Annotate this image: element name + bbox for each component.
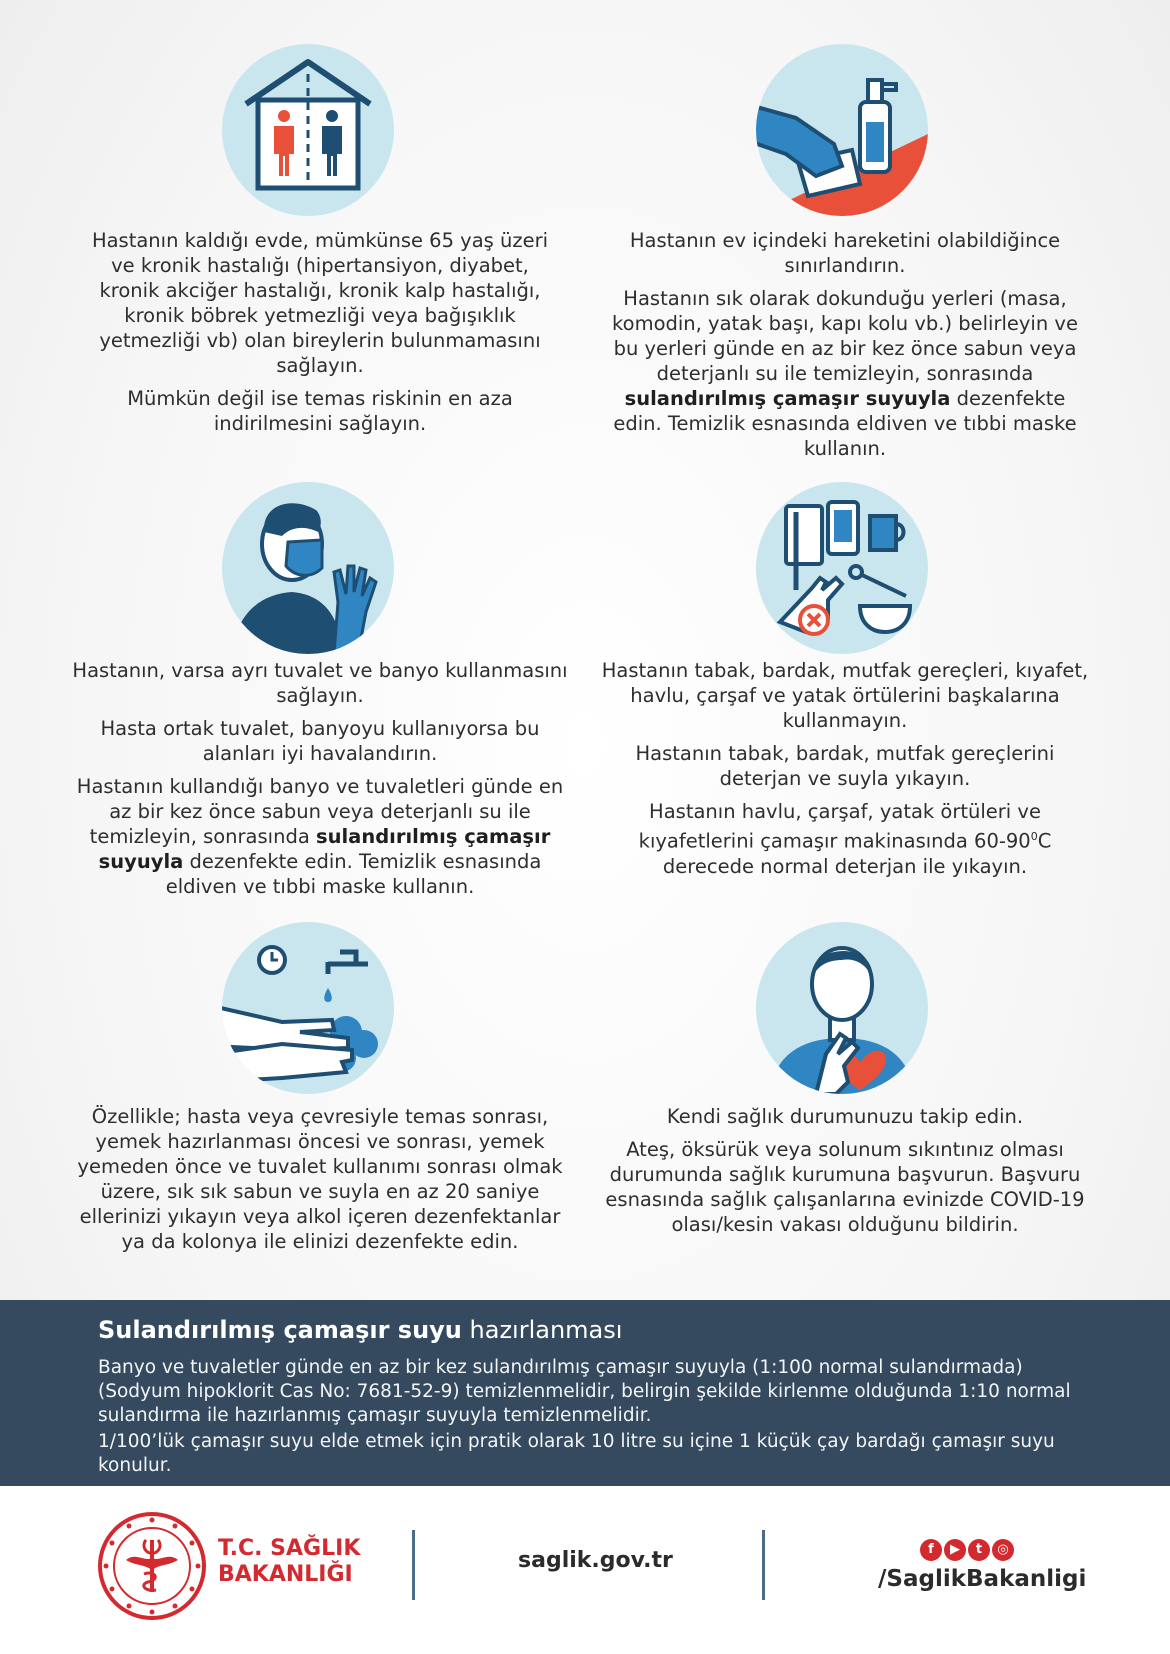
banner-para-2: 1/100’lük çamaşır suyu elde etmek için pratik olarak 10 litre su içine 1 küçük çay bardağı çamaşır suyu konulur. [98, 1431, 1055, 1476]
item-5-para-1: Özellikle; hasta veya çevresiyle temas sonrası, yemek hazırlanması öncesi ve sonrası, yemek yemeden önce ve tuvalet kullanımı sonrası olmak üzere, sık sık sabun ve suyla en az 20 saniye ellerinizi yıkayın veya alkol içeren dezenfektanlar ya da kolonya ile elinizi dezenfekte edin. [77, 1105, 563, 1253]
item-5-text [70, 1104, 570, 1262]
personal-items-icon [756, 482, 928, 654]
footer [0, 1486, 1170, 1654]
item-3-text [70, 658, 570, 907]
house-isolation-icon [222, 44, 394, 216]
item-4-para-3 [600, 799, 1090, 879]
item-4-para-3b: C derecede normal deterjan ile yıkayın. [662, 829, 1052, 878]
item-4-para-1: Hastanın tabak, bardak, mutfak gereçleri, kıyafet, havlu, çarşaf ve yatak örtülerini başkalarına kullanmayın. [601, 659, 1089, 732]
ministry-name-line-2: BAKANLIĞI [218, 1562, 353, 1587]
item-3-para-1: Hastanın, varsa ayrı tuvalet ve banyo kullanmasını sağlayın. [72, 659, 568, 707]
item-6-para-1: Kendi sağlık durumunuzu takip edin. [666, 1105, 1024, 1128]
item-6-para-2: Ateş, öksürük veya solunum sıkıntınız olması durumunda sağlık kurumuna başvurun. Başvuru esnasında sağlık çalışanlarına evinizde COVID-19 olası/kesin vakası olduğunu bildirin. [605, 1138, 1085, 1236]
handwashing-icon [222, 922, 394, 1094]
item-2-para-2 [600, 286, 1090, 461]
instagram-icon[interactable]: ◎ [992, 1539, 1014, 1561]
masked-person-icon [222, 482, 394, 654]
banner-title-rest: hazırlanması [461, 1316, 623, 1344]
banner-title-bold: Sulandırılmış çamaşır suyu [98, 1316, 462, 1344]
item-1-para-1: Hastanın kaldığı evde, mümkünse 65 yaş üzeri ve kronik hastalığı (hipertansiyon, diyabet, kronik akciğer hastalığı, kronik kalp hastalığı, kronik böbrek yetmezliği veya bağışıklık yetmezliği vb) olan bireylerin bulunmamasını sağlayın. [91, 229, 549, 377]
item-4-para-2: Hastanın tabak, bardak, mutfak gereçlerini deterjan ve suyla yıkayın. [635, 742, 1055, 790]
banner-para-1: Banyo ve tuvaletler günde en az bir kez sulandırılmış çamaşır suyuyla (1:100 normal sulandırmada) (Sodyum hipoklorit Cas No: 7681-52-9) temizlenmelidir, belirgin şekilde kirlenme olduğunda 1:10 normal sulandırma ile hazırlanmış çamaşır suyuyla temizlenmelidir. [98, 1357, 1071, 1426]
item-3-para-3c: dezenfekte edin. Temizlik esnasında eldiven ve tıbbi maske kullanın. [165, 850, 542, 898]
banner-title [98, 1316, 622, 1344]
item-3-bold: sulandırılmış çamaşır suyuyla [98, 825, 551, 873]
item-2-para-1: Hastanın ev içindeki hareketini olabildiğince sınırlandırın. [629, 229, 1061, 277]
item-6-text [600, 1104, 1090, 1245]
website-link[interactable]: saglik.gov.tr [518, 1548, 673, 1573]
ministry-name-line-1: T.C. SAĞLIK [218, 1536, 361, 1561]
footer-divider-1 [412, 1530, 415, 1600]
footer-divider-2 [762, 1530, 765, 1600]
item-4-text [600, 658, 1090, 887]
ministry-name [218, 1536, 360, 1588]
health-monitoring-icon [756, 922, 928, 1094]
item-2-text [600, 228, 1090, 469]
item-2-para-2c: dezenfekte edin. Temizlik esnasında eldiven ve tıbbi maske kullanın. [613, 387, 1077, 460]
ministry-logo-icon [96, 1510, 208, 1622]
item-4-degree: 0 [1030, 830, 1038, 843]
item-3-para-3 [70, 774, 570, 899]
social-handle[interactable]: /SaglikBakanligi [878, 1566, 1087, 1592]
youtube-icon[interactable]: ▶ [944, 1539, 966, 1561]
item-2-bold: sulandırılmış çamaşır suyuyla [624, 387, 951, 410]
item-3-para-2: Hasta ortak tuvalet, banyoyu kullanıyorsa bu alanları iyi havalandırın. [100, 717, 540, 765]
item-3-para-3a: Hastanın kullandığı banyo ve tuvaletleri günde en az bir kez önce sabun veya deterjanlı su ile temizleyin, sonrasında [76, 775, 564, 848]
social-icons [920, 1538, 1016, 1561]
twitter-icon[interactable]: t [968, 1539, 990, 1561]
item-4-para-3a: Hastanın havlu, çarşaf, yatak örtüleri ve kıyafetlerini çamaşır makinasında 60-90 [638, 800, 1041, 853]
item-2-para-2a: Hastanın sık olarak dokunduğu yerleri (masa, komodin, yatak başı, kapı kolu vb.) belirleyin ve bu yerleri günde en az bir kez önce sabun veya deterjanlı su ile temizleyin, sonrasında [612, 287, 1078, 385]
item-1-text [80, 228, 560, 444]
facebook-icon[interactable]: f [920, 1539, 942, 1561]
bleach-info-banner [0, 1300, 1170, 1486]
surface-cleaning-icon [756, 44, 928, 216]
item-1-para-2: Mümkün değil ise temas riskinin en aza indirilmesini sağlayın. [127, 387, 513, 435]
